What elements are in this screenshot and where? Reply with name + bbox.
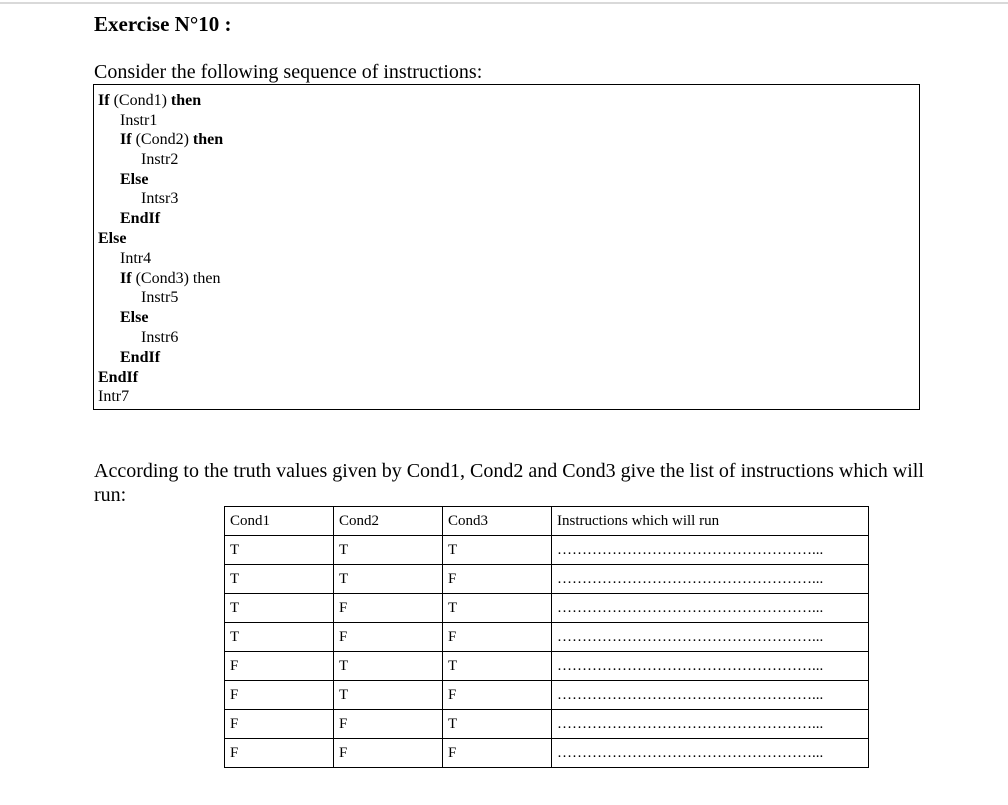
header-instructions: Instructions which will run [552,507,869,536]
cond3-cell: T [443,652,552,681]
cond1-cell: F [225,652,334,681]
exercise-title: Exercise N°10 : [94,12,232,36]
cond1-cell: T [225,536,334,565]
code-box [93,84,920,410]
code-line: Instr1 [120,112,158,129]
table-row [225,623,869,652]
cond3-cell: T [443,710,552,739]
cond2-cell: F [334,623,443,652]
code-line: Intr7 [98,388,130,405]
code-line: Else [98,230,127,247]
cond2-cell: T [334,536,443,565]
cond3-cell: T [443,536,552,565]
answer-blank[interactable]: ……………………………………………... [552,565,869,594]
code-line: If (Cond2) then [120,131,224,148]
cond2-cell: T [334,565,443,594]
code-line: If (Cond3) then [120,270,221,287]
code-line: Instr2 [141,151,179,168]
code-line: EndIf [120,210,161,227]
answer-blank[interactable]: ……………………………………………... [552,652,869,681]
top-rule [0,2,1008,4]
cond1-cell: T [225,565,334,594]
cond2-cell: T [334,681,443,710]
code-line: EndIf [98,369,139,386]
truth-table [224,506,869,768]
table-row [225,536,869,565]
header-cond3: Cond3 [443,507,552,536]
table-row [225,710,869,739]
cond2-cell: T [334,652,443,681]
table-row [225,739,869,768]
table-row [225,681,869,710]
cond1-cell: F [225,739,334,768]
table-header-row [225,507,869,536]
cond1-cell: T [225,623,334,652]
answer-blank[interactable]: ……………………………………………... [552,739,869,768]
code-line: Intsr3 [141,190,179,207]
cond3-cell: F [443,739,552,768]
code-line: Instr5 [141,289,179,306]
cond1-cell: F [225,710,334,739]
cond3-cell: F [443,623,552,652]
answer-blank[interactable]: ……………………………………………... [552,681,869,710]
question-text: According to the truth values given by Cond1, Cond2 and Cond3 give the list of instructions which will run: [94,460,924,506]
intro-text: Consider the following sequence of instructions: [94,61,483,83]
table-row [225,652,869,681]
table-row [225,565,869,594]
cond3-cell: T [443,594,552,623]
code-line: Instr6 [141,329,179,346]
cond2-cell: F [334,594,443,623]
code-line: Intr4 [120,250,152,267]
cond3-cell: F [443,681,552,710]
header-cond2: Cond2 [334,507,443,536]
code-line: Else [120,309,149,326]
cond2-cell: F [334,710,443,739]
answer-blank[interactable]: ……………………………………………... [552,710,869,739]
table-row [225,594,869,623]
header-cond1: Cond1 [225,507,334,536]
code-line: If (Cond1) then [98,92,202,109]
cond1-cell: F [225,681,334,710]
code-line: EndIf [120,349,161,366]
cond1-cell: T [225,594,334,623]
cond2-cell: F [334,739,443,768]
answer-blank[interactable]: ……………………………………………... [552,594,869,623]
cond3-cell: F [443,565,552,594]
code-line: Else [120,171,149,188]
answer-blank[interactable]: ……………………………………………... [552,623,869,652]
answer-blank[interactable]: ……………………………………………... [552,536,869,565]
